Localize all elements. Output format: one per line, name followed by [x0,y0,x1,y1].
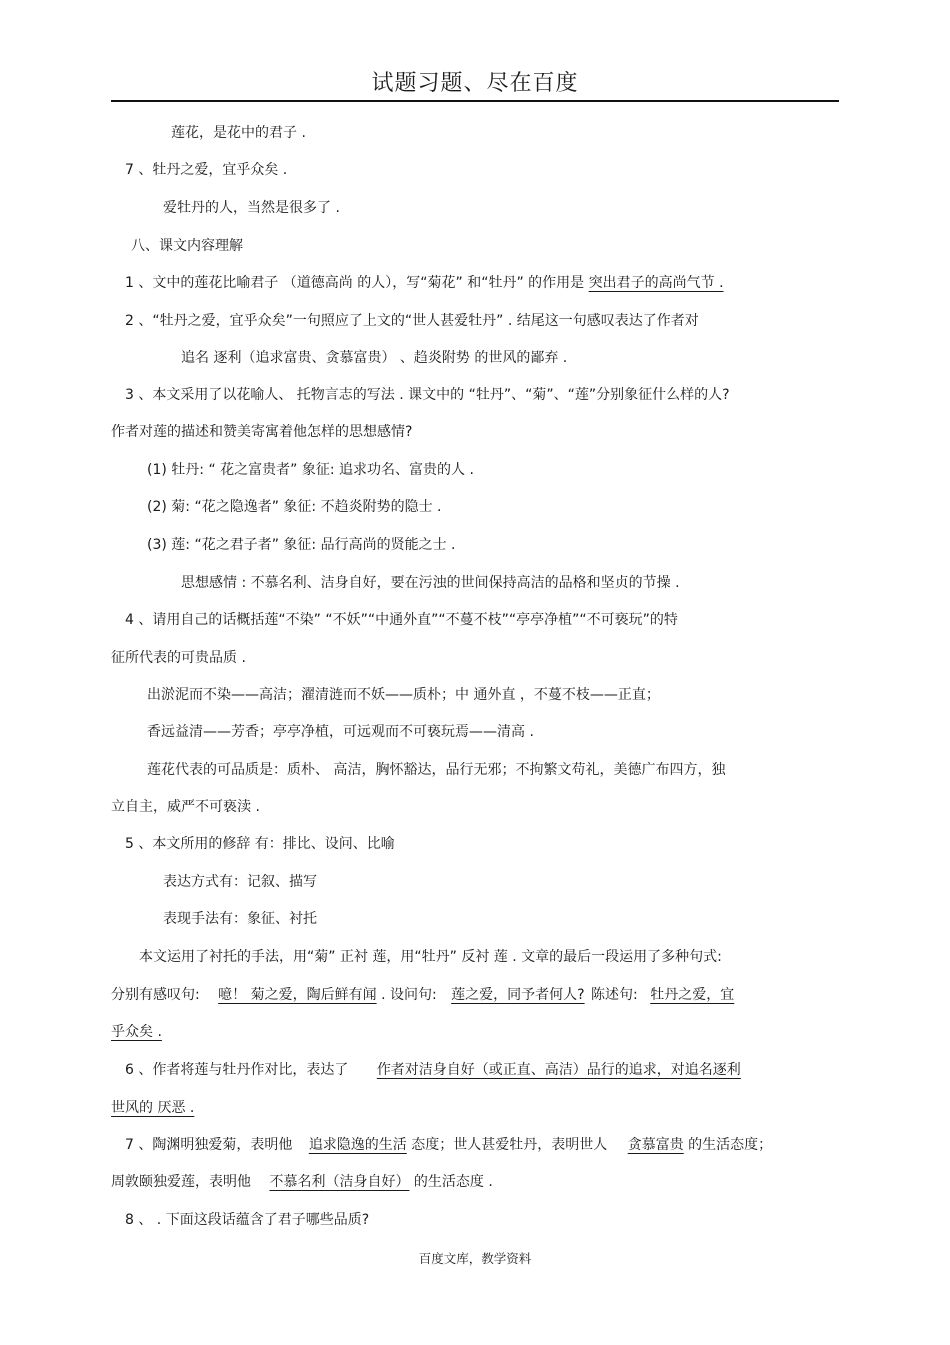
question-text: 7 、陶渊明独爱菊，表明他 [125,1137,293,1153]
label-text: 分别有感叹句: [111,987,200,1003]
list-item: (2) 菊: “花之隐逸者” 象征: 不趋炎附势的隐士 . [147,499,442,515]
question-text: 周敦颐独爱莲，表明他 [111,1174,251,1190]
question-text: 6 、作者将莲与牡丹作对比，表达了 [125,1062,349,1078]
text-line: 7 、牡丹之爱，宜乎众矣 . [125,162,288,178]
text-line: 追名 逐利（追求富贵、贪慕富贵） 、趋炎附势 的世风的鄙弃 . [181,350,568,366]
text-line [125,1135,772,1155]
question-text: 态度；世人甚爱牡丹，表明世人 [411,1137,608,1153]
answer-underlined: 追求隐逸的生活 [308,1137,407,1153]
text-line: 8 、 . 下面这段话蕴含了君子哪些品质? [125,1212,370,1228]
answer-underlined: 噫！ 菊之爱，陶后鲜有闻 [218,987,377,1003]
text-line [125,1060,741,1080]
text-line: 思想感情 : 不慕名利、洁身自好，要在污浊的世间保持高洁的品格和坚贞的节操 . [181,575,680,591]
page-title: 试题习题、尽在百度 [371,71,579,96]
answer-underlined: 牡丹之爱，宜 [650,987,735,1003]
answer-underlined: 作者对洁身自好（或正直、高洁）品行的追求，对追名逐利 [376,1062,741,1078]
text-line [111,985,734,1005]
text-line: 表现手法有：象征、衬托 [163,911,317,927]
answer-underlined: 莲之爱，同予者何人? [451,987,585,1003]
question-text: 的生活态度 . [413,1174,493,1190]
answer-underlined: 贪慕富贵 [627,1137,684,1153]
label-text: . 设问句: [381,987,437,1003]
text-line: 征所代表的可贵品质 . [111,650,246,666]
text-line: 2 、“牡丹之爱，宜乎众矣”一句照应了上文的“世人甚爱牡丹” . 结尾这一句感叹表达了作者对 [125,313,699,329]
text-line: 莲花代表的可品质是：质朴、 高洁，胸怀豁达，品行无邪；不拘繁文苟礼，美德广布四方，独 [147,762,726,778]
list-item: (3) 莲: “花之君子者” 象征: 品行高尚的贤能之士 . [147,537,456,553]
answer-underlined: 乎众矣 . [111,1024,162,1040]
question-text: 1 、文中的莲花比喻君子 （道德高尚 的人），写“菊花” 和“牡丹” 的作用是 [125,275,585,291]
answer-underlined: 突出君子的高尚气节 . [588,275,724,291]
page-footer: 百度文库，教学资料 [418,1251,532,1266]
text-line: 莲花，是花中的君子 . [171,125,306,141]
text-line: 作者对莲的描述和赞美寄寓着他怎样的思想感情? [111,424,413,440]
title-divider [111,100,839,102]
text-line [125,273,724,293]
text-line: 立自主，威严不可亵渎 . [111,799,260,815]
text-line: 本文运用了衬托的手法，用“菊” 正衬 莲，用“牡丹” 反衬 莲 . 文章的最后一段运用了多种句式: [139,949,722,965]
text-line: 出淤泥而不染——高洁；濯清涟而不妖——质朴；中 通外直 ，不蔓不枝——正直； [147,687,660,703]
text-line: 表达方式有：记叙、描写 [163,874,317,890]
text-line: 4 、请用自己的话概括莲“不染” “不妖”“中通外直”“不蔓不枝”“亭亭净植”“不可亵玩”的特 [125,612,678,628]
section-heading: 八、课文内容理解 [131,238,243,254]
label-text: 陈述句: [591,987,638,1003]
text-line: 香远益清——芳香；亭亭净植，可远观而不可亵玩焉——清高 . [147,724,534,740]
list-item: (1) 牡丹: “ 花之富贵者” 象征: 追求功名、富贵的人 . [147,462,474,478]
text-line [111,1172,493,1192]
text-line: 3 、本文采用了以花喻人、 托物言志的写法 . 课文中的 “牡丹”、“菊”、“莲”分别象征什么样的人? [125,387,730,403]
text-line: 爱牡丹的人，当然是很多了 . [163,200,340,216]
answer-underlined: 不慕名利（洁身自好） [269,1174,410,1190]
text-line: 5 、本文所用的修辞 有：排比、设问、比喻 [125,836,395,852]
question-text: 的生活态度； [688,1137,773,1153]
answer-underlined: 世风的 厌恶 . [111,1100,195,1116]
